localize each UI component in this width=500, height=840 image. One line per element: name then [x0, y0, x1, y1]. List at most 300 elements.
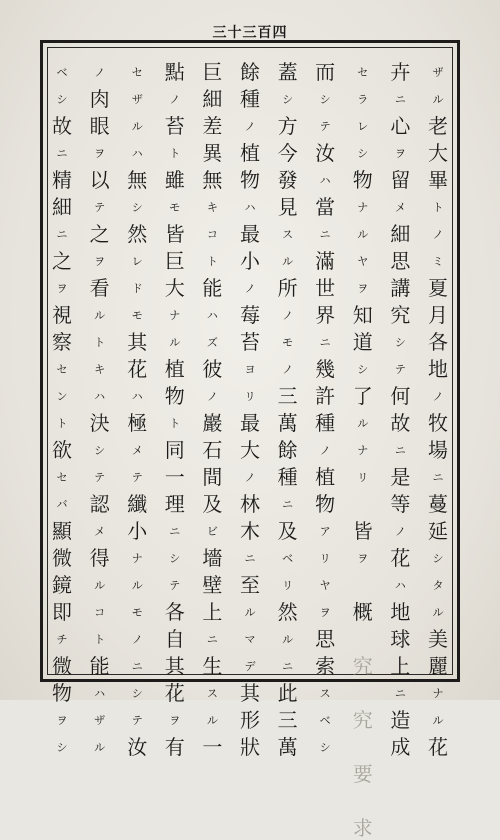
text-char: 細: [390, 222, 411, 246]
text-char: 汝: [127, 735, 148, 759]
text-char: ノ: [432, 228, 444, 241]
text-char: 墻: [202, 546, 223, 570]
text-char: 何: [390, 384, 411, 408]
text-char: ア: [319, 525, 331, 538]
text-char: ヨ: [244, 363, 256, 376]
text-char: ノ: [94, 66, 106, 79]
text-char: テ: [319, 120, 331, 133]
text-char: 巨: [202, 60, 223, 84]
text-char: 故: [390, 411, 411, 435]
text-char: 成: [390, 735, 411, 759]
text-char: ト: [432, 201, 444, 214]
text-char: ス: [206, 687, 218, 700]
text-column: [425, 53, 451, 759]
text-char: ニ: [394, 687, 406, 700]
text-char: セ: [56, 363, 68, 376]
text-char: ハ: [94, 390, 106, 403]
text-char: 蔓: [427, 492, 448, 516]
text-char: 即: [52, 600, 72, 624]
text-char: シ: [131, 687, 143, 700]
text-char: シ: [94, 444, 106, 457]
text-char: [350, 493, 376, 516]
text-char: ル: [357, 417, 369, 430]
text-char: ン: [56, 390, 68, 403]
page-number: 三十三百四: [212, 25, 288, 41]
text-char: 及: [277, 519, 298, 543]
text-char: 知: [352, 303, 373, 327]
text-char: 纖: [127, 492, 148, 516]
text-char: 麗: [427, 654, 448, 678]
text-char: 究: [352, 708, 373, 732]
text-char: ノ: [319, 444, 331, 457]
text-char: 物: [52, 681, 72, 705]
text-char: 今: [277, 141, 298, 165]
text-char: 小: [127, 519, 148, 543]
text-char: ヲ: [394, 147, 406, 160]
text-column: [124, 53, 150, 759]
text-char: 生: [202, 654, 223, 678]
text-frame: [40, 40, 460, 840]
text-char: ハ: [319, 174, 331, 187]
text-column: [387, 53, 413, 759]
text-char: 花: [390, 546, 411, 570]
text-char: メ: [94, 525, 106, 538]
text-char: シ: [56, 93, 68, 106]
text-char: キ: [206, 201, 218, 214]
text-char: 植: [315, 465, 336, 489]
text-char: セ: [131, 66, 143, 79]
text-char: 巖: [202, 411, 223, 435]
text-char: ニ: [319, 228, 331, 241]
text-char: 當: [315, 195, 336, 219]
text-char: [350, 574, 376, 597]
text-char: 鏡: [52, 573, 72, 597]
text-char: テ: [131, 471, 143, 484]
text-char: ザ: [432, 66, 444, 79]
text-char: 上: [390, 654, 411, 678]
text-char: ハ: [244, 201, 256, 214]
text-column: [162, 53, 188, 759]
text-char: レ: [131, 255, 143, 268]
text-char: 壁: [202, 573, 223, 597]
text-char: 講: [390, 276, 411, 300]
text-char: 雖: [164, 168, 185, 192]
text-char: ル: [357, 228, 369, 241]
text-char: ニ: [206, 633, 218, 646]
text-char: メ: [131, 444, 143, 457]
text-char: 各: [427, 330, 448, 354]
text-char: ナ: [432, 687, 444, 700]
text-char: ヤ: [357, 255, 369, 268]
text-char: ト: [94, 633, 106, 646]
text-char: テ: [169, 579, 181, 592]
text-char: 花: [427, 735, 448, 759]
text-char: ハ: [131, 147, 143, 160]
text-char: 故: [52, 114, 72, 138]
text-char: 種: [239, 87, 260, 111]
text-char: 物: [352, 168, 373, 192]
text-char: 究: [390, 303, 411, 327]
text-char: ヲ: [94, 147, 106, 160]
text-char: 差: [202, 114, 223, 138]
text-char: 而: [315, 60, 336, 84]
text-char: ド: [131, 282, 143, 295]
text-char: 有: [164, 735, 185, 759]
text-char: セ: [357, 66, 369, 79]
text-char: 思: [315, 627, 336, 651]
text-char: 之: [52, 249, 72, 273]
text-char: ヲ: [357, 552, 369, 565]
text-char: [350, 682, 376, 705]
text-char: ト: [169, 147, 181, 160]
text-char: ニ: [169, 525, 181, 538]
text-char: ニ: [394, 444, 406, 457]
text-char: モ: [131, 309, 143, 322]
text-char: 汝: [315, 141, 336, 165]
text-char: リ: [282, 579, 294, 592]
text-char: 花: [164, 681, 185, 705]
text-char: 道: [352, 330, 373, 354]
text-char: ノ: [169, 93, 181, 106]
text-char: ル: [206, 714, 218, 727]
text-char: ニ: [432, 471, 444, 484]
text-char: 花: [127, 357, 148, 381]
text-char: シ: [282, 93, 294, 106]
text-char: 餘: [239, 60, 260, 84]
text-char: 其: [127, 330, 148, 354]
text-char: タ: [432, 579, 444, 592]
text-char: 看: [89, 276, 110, 300]
text-char: 精: [52, 168, 72, 192]
text-char: ハ: [206, 309, 218, 322]
text-char: 然: [127, 222, 148, 246]
text-char: モ: [282, 336, 294, 349]
text-char: ナ: [357, 444, 369, 457]
text-char: キ: [94, 363, 106, 376]
text-char: 苔: [239, 330, 260, 354]
text-char: 物: [239, 168, 260, 192]
text-char: 肉: [89, 87, 110, 111]
text-char: 巨: [164, 249, 185, 273]
text-char: 夏: [427, 276, 448, 300]
text-char: テ: [131, 714, 143, 727]
text-char: 地: [427, 357, 448, 381]
text-char: 小: [239, 249, 260, 273]
text-char: 同: [164, 438, 185, 462]
text-column: [312, 53, 338, 754]
text-char: 決: [89, 411, 110, 435]
text-char: ラ: [357, 93, 369, 106]
text-char: ヲ: [319, 606, 331, 619]
text-char: 能: [89, 654, 110, 678]
text-char: 眼: [89, 114, 110, 138]
text-char: 方: [277, 114, 298, 138]
text-char: 細: [52, 195, 72, 219]
text-char: チ: [56, 633, 68, 646]
text-char: メ: [394, 201, 406, 214]
text-char: 世: [315, 276, 336, 300]
text-char: 場: [427, 438, 448, 462]
text-char: シ: [432, 552, 444, 565]
text-char: ヲ: [357, 282, 369, 295]
text-column: [237, 53, 263, 759]
text-char: ノ: [244, 120, 256, 133]
text-char: ト: [206, 255, 218, 268]
text-char: 求: [352, 816, 373, 840]
text-char: ト: [56, 417, 68, 430]
text-char: [350, 790, 376, 813]
text-char: 三: [277, 384, 298, 408]
text-char: ナ: [169, 309, 181, 322]
text-column: [275, 53, 301, 759]
text-char: 得: [89, 546, 110, 570]
text-char: [350, 736, 376, 759]
text-char: ハ: [131, 390, 143, 403]
text-char: シ: [319, 741, 331, 754]
text-char: ニ: [56, 228, 68, 241]
text-char: ノ: [244, 471, 256, 484]
text-column: [49, 53, 75, 754]
text-char: シ: [394, 336, 406, 349]
text-char: 物: [164, 384, 185, 408]
text-char: 視: [52, 303, 72, 327]
text-char: ル: [94, 309, 106, 322]
text-char: ベ: [319, 714, 331, 727]
text-char: ト: [169, 417, 181, 430]
text-char: 異: [202, 141, 223, 165]
text-char: ミ: [432, 255, 444, 268]
text-char: ニ: [282, 498, 294, 511]
vertical-text-columns: [49, 53, 451, 840]
text-char: ナ: [357, 201, 369, 214]
text-char: 石: [202, 438, 223, 462]
text-char: 種: [277, 465, 298, 489]
text-char: 老: [427, 114, 448, 138]
text-char: 理: [164, 492, 185, 516]
text-char: ベ: [282, 552, 294, 565]
text-char: 及: [202, 492, 223, 516]
text-char: 萬: [277, 411, 298, 435]
text-char: ヲ: [56, 282, 68, 295]
text-char: 等: [390, 492, 411, 516]
text-char: ナ: [131, 552, 143, 565]
text-char: 了: [352, 384, 373, 408]
text-char: リ: [319, 552, 331, 565]
text-char: 萬: [277, 735, 298, 759]
text-char: ビ: [206, 525, 218, 538]
text-char: コ: [206, 228, 218, 241]
text-char: ル: [432, 606, 444, 619]
text-char: ニ: [56, 147, 68, 160]
text-char: ザ: [131, 93, 143, 106]
text-char: 認: [89, 492, 110, 516]
text-char: ノ: [394, 525, 406, 538]
text-char: 究: [352, 654, 373, 678]
text-char: 造: [390, 708, 411, 732]
text-char: モ: [169, 201, 181, 214]
text-char: ス: [282, 228, 294, 241]
text-char: ニ: [244, 552, 256, 565]
text-char: ル: [282, 255, 294, 268]
text-char: リ: [244, 390, 256, 403]
text-char: 自: [164, 627, 185, 651]
text-char: 許: [315, 384, 336, 408]
text-char: 其: [239, 681, 260, 705]
text-char: 大: [239, 438, 260, 462]
text-char: モ: [131, 606, 143, 619]
text-char: 細: [202, 87, 223, 111]
text-char: 其: [164, 654, 185, 678]
text-char: 林: [239, 492, 260, 516]
text-char: 皆: [164, 222, 185, 246]
text-char: ヲ: [94, 255, 106, 268]
text-char: 地: [390, 600, 411, 624]
text-char: 索: [315, 654, 336, 678]
text-char: シ: [169, 552, 181, 565]
text-char: 要: [352, 762, 373, 786]
text-char: 三: [277, 708, 298, 732]
text-char: ヲ: [56, 714, 68, 727]
text-char: 之: [89, 222, 110, 246]
text-char: セ: [56, 471, 68, 484]
text-char: ハ: [394, 579, 406, 592]
text-char: 所: [277, 276, 298, 300]
text-char: ハ: [94, 687, 106, 700]
text-char: 留: [390, 168, 411, 192]
text-char: 察: [52, 330, 72, 354]
text-char: 界: [315, 303, 336, 327]
text-char: 蓋: [277, 60, 298, 84]
text-char: バ: [56, 498, 68, 511]
text-char: シ: [357, 363, 369, 376]
text-char: ノ: [282, 363, 294, 376]
text-char: 苔: [164, 114, 185, 138]
text-char: 心: [390, 114, 411, 138]
text-char: シ: [357, 147, 369, 160]
text-char: ト: [94, 336, 106, 349]
text-char: 延: [427, 519, 448, 543]
text-char: ル: [131, 579, 143, 592]
text-char: ヤ: [319, 579, 331, 592]
text-char: ル: [432, 714, 444, 727]
text-char: 上: [202, 600, 223, 624]
text-char: 然: [277, 600, 298, 624]
text-column: [87, 53, 113, 754]
text-char: 一: [202, 735, 223, 759]
text-char: 一: [164, 465, 185, 489]
text-char: 球: [390, 627, 411, 651]
text-char: 大: [164, 276, 185, 300]
text-char: ル: [244, 606, 256, 619]
text-char: 顯: [52, 519, 72, 543]
text-char: 此: [277, 681, 298, 705]
text-char: 無: [127, 168, 148, 192]
text-char: 畢: [427, 168, 448, 192]
text-char: ニ: [394, 93, 406, 106]
text-char: ル: [94, 579, 106, 592]
text-char: 能: [202, 276, 223, 300]
text-char: 發: [277, 168, 298, 192]
text-char: ニ: [319, 336, 331, 349]
text-char: 狀: [239, 735, 260, 759]
text-char: 見: [277, 195, 298, 219]
text-char: ル: [94, 741, 106, 754]
text-char: 至: [239, 573, 260, 597]
text-char: ル: [432, 93, 444, 106]
text-char: ノ: [206, 390, 218, 403]
text-char: 幾: [315, 357, 336, 381]
text-char: 概: [352, 600, 373, 624]
text-char: ル: [131, 120, 143, 133]
text-char: 是: [390, 465, 411, 489]
text-char: レ: [357, 120, 369, 133]
text-char: テ: [394, 363, 406, 376]
text-char: 種: [315, 411, 336, 435]
text-char: 木: [239, 519, 260, 543]
text-column: [199, 53, 225, 759]
text-char: ノ: [244, 282, 256, 295]
text-char: 微: [52, 546, 72, 570]
text-char: シ: [56, 741, 68, 754]
text-char: 最: [239, 411, 260, 435]
text-char: リ: [357, 471, 369, 484]
text-char: シ: [131, 201, 143, 214]
text-char: ノ: [131, 633, 143, 646]
text-char: ニ: [131, 660, 143, 673]
text-char: 各: [164, 600, 185, 624]
text-char: マ: [244, 633, 256, 646]
text-char: 間: [202, 465, 223, 489]
text-char: 餘: [277, 438, 298, 462]
text-char: 植: [239, 141, 260, 165]
text-char: 牧: [427, 411, 448, 435]
text-char: 卉: [390, 60, 411, 84]
text-char: ベ: [56, 66, 68, 79]
text-char: 欲: [52, 438, 72, 462]
text-char: 無: [202, 168, 223, 192]
text-char: ル: [169, 336, 181, 349]
text-char: ル: [282, 633, 294, 646]
text-char: 點: [164, 60, 185, 84]
text-char: 最: [239, 222, 260, 246]
text-char: 形: [239, 708, 260, 732]
text-char: ザ: [94, 714, 106, 727]
text-char: ズ: [206, 336, 218, 349]
text-char: 滿: [315, 249, 336, 273]
text-char: テ: [94, 201, 106, 214]
text-char: ス: [319, 687, 331, 700]
text-char: 美: [427, 627, 448, 651]
text-char: ニ: [282, 660, 294, 673]
text-char: テ: [94, 471, 106, 484]
text-char: 植: [164, 357, 185, 381]
text-char: 微: [52, 654, 72, 678]
text-char: 莓: [239, 303, 260, 327]
text-char: [350, 628, 376, 651]
text-char: ヲ: [169, 714, 181, 727]
text-char: コ: [94, 606, 106, 619]
text-char: 大: [427, 141, 448, 165]
text-char: シ: [319, 93, 331, 106]
text-char: 以: [89, 168, 110, 192]
text-column: [350, 53, 376, 840]
text-char: ノ: [432, 390, 444, 403]
text-char: デ: [244, 660, 256, 673]
text-char: ノ: [282, 309, 294, 322]
text-char: 皆: [352, 519, 373, 543]
text-char: 月: [427, 303, 448, 327]
text-char: 彼: [202, 357, 223, 381]
